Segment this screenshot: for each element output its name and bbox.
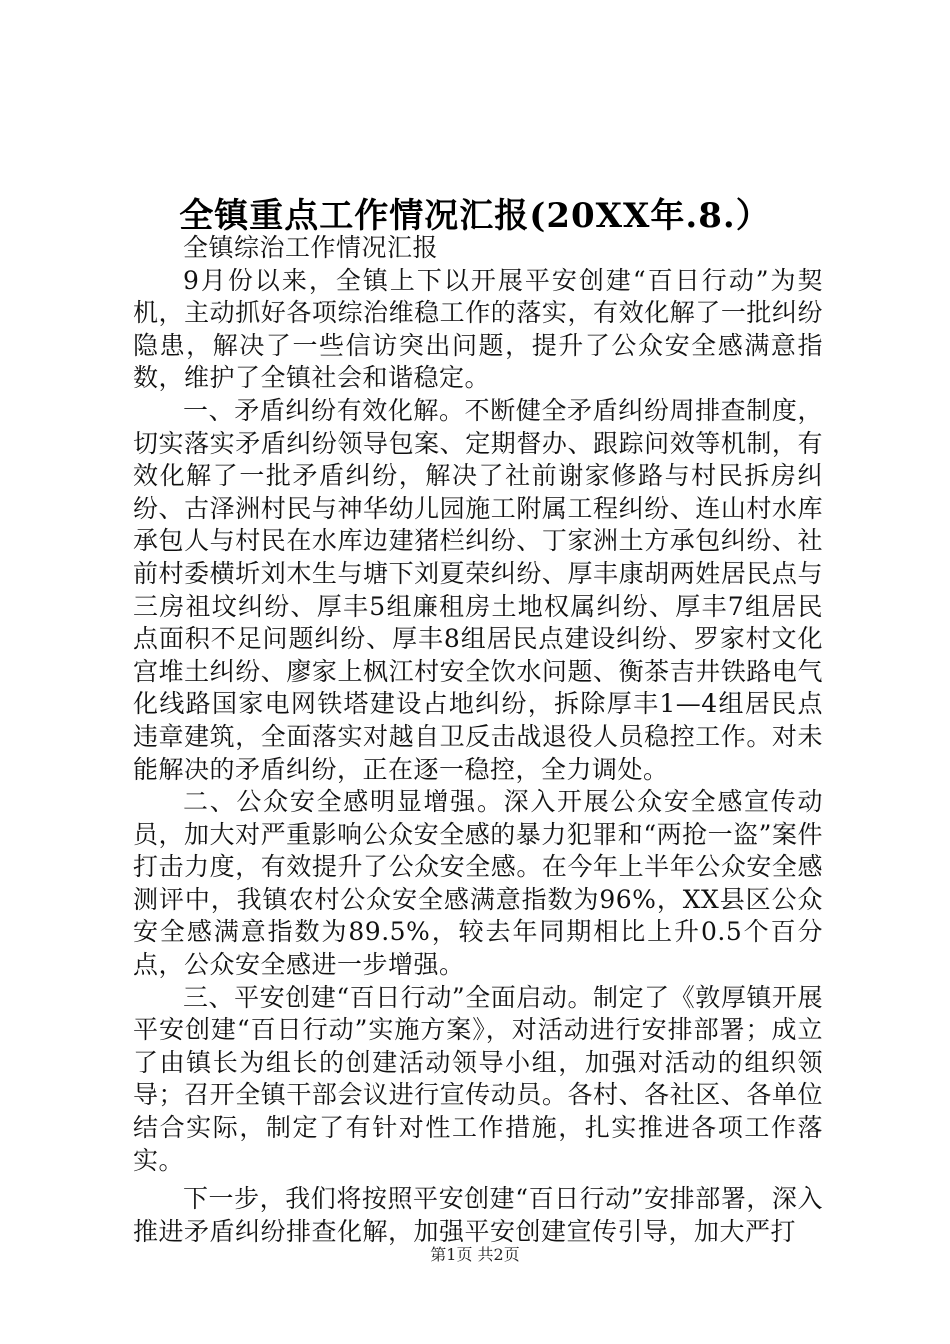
page-footer: 第1页 共2页: [430, 1245, 520, 1264]
next-steps-paragraph: 下一步，我们将按照平安创建“百日行动”安排部署，深入推进矛盾纠纷排查化解，加强平安创建宣传引导，加大严打: [133, 1184, 823, 1246]
section-three-paragraph: 三、平安创建“百日行动”全面启动。制定了《敦厚镇开展平安创建“百日行动”实施方案》，对活动进行安排部署；成立了由镇长为组长的创建活动领导小组，加强对活动的组织领导；召开全镇干部会议进行宣传动员。各村、各社区、各单位结合实际，制定了有针对性工作措施，扎实推进各项工作落实。: [133, 982, 823, 1175]
section-two-paragraph: 二、公众安全感明显增强。深入开展公众安全感宣传动员，加大对严重影响公众安全感的暴力犯罪和“两抢一盗”案件打击力度，有效提升了公众安全感。在今年上半年公众安全感测评中，我镇农村公众安全感满意指数为96%，XX县区公众安全感满意指数为89.5%，较去年同期相比上升0.5个百分点，公众安全感进一步增强。: [133, 787, 823, 980]
intro-paragraph: 9月份以来，全镇上下以开展平安创建“百日行动”为契机，主动抓好各项综治维稳工作的落实，有效化解了一批纠纷隐患，解决了一些信访突出问题，提升了公众安全感满意指数，维护了全镇社会和谐稳定。: [133, 265, 823, 393]
document-body: [133, 232, 823, 1248]
document-title: 全镇重点工作情况汇报(20XX年.8.）: [179, 196, 771, 236]
document-subtitle: 全镇综治工作情况汇报: [183, 233, 439, 262]
section-one-paragraph: 一、矛盾纠纷有效化解。不断健全矛盾纠纷周排查制度，切实落实矛盾纠纷领导包案、定期督办、跟踪问效等机制，有效化解了一批矛盾纠纷，解决了社前谢家修路与村民拆房纠纷、古泽洲村民与神华幼儿园施工附属工程纠纷、连山村水库承包人与村民在水库边建猪栏纠纷、丁家洲土方承包纠纷、社前村委横圻刘木生与塘下刘夏荣纠纷、厚丰康胡两姓居民点与三房祖坟纠纷、厚丰5组廉租房土地权属纠纷、厚丰7组居民点面积不足问题纠纷、厚丰8组居民点建设纠纷、罗家村文化宫堆土纠纷、廖家上枫江村安全饮水问题、衡茶吉井铁路电气化线路国家电网铁塔建设占地纠纷，拆除厚丰1—4组居民点违章建筑，全面落实对越自卫反击战退役人员稳控工作。对未能解决的矛盾纠纷，正在逐一稳控，全力调处。: [133, 395, 823, 784]
